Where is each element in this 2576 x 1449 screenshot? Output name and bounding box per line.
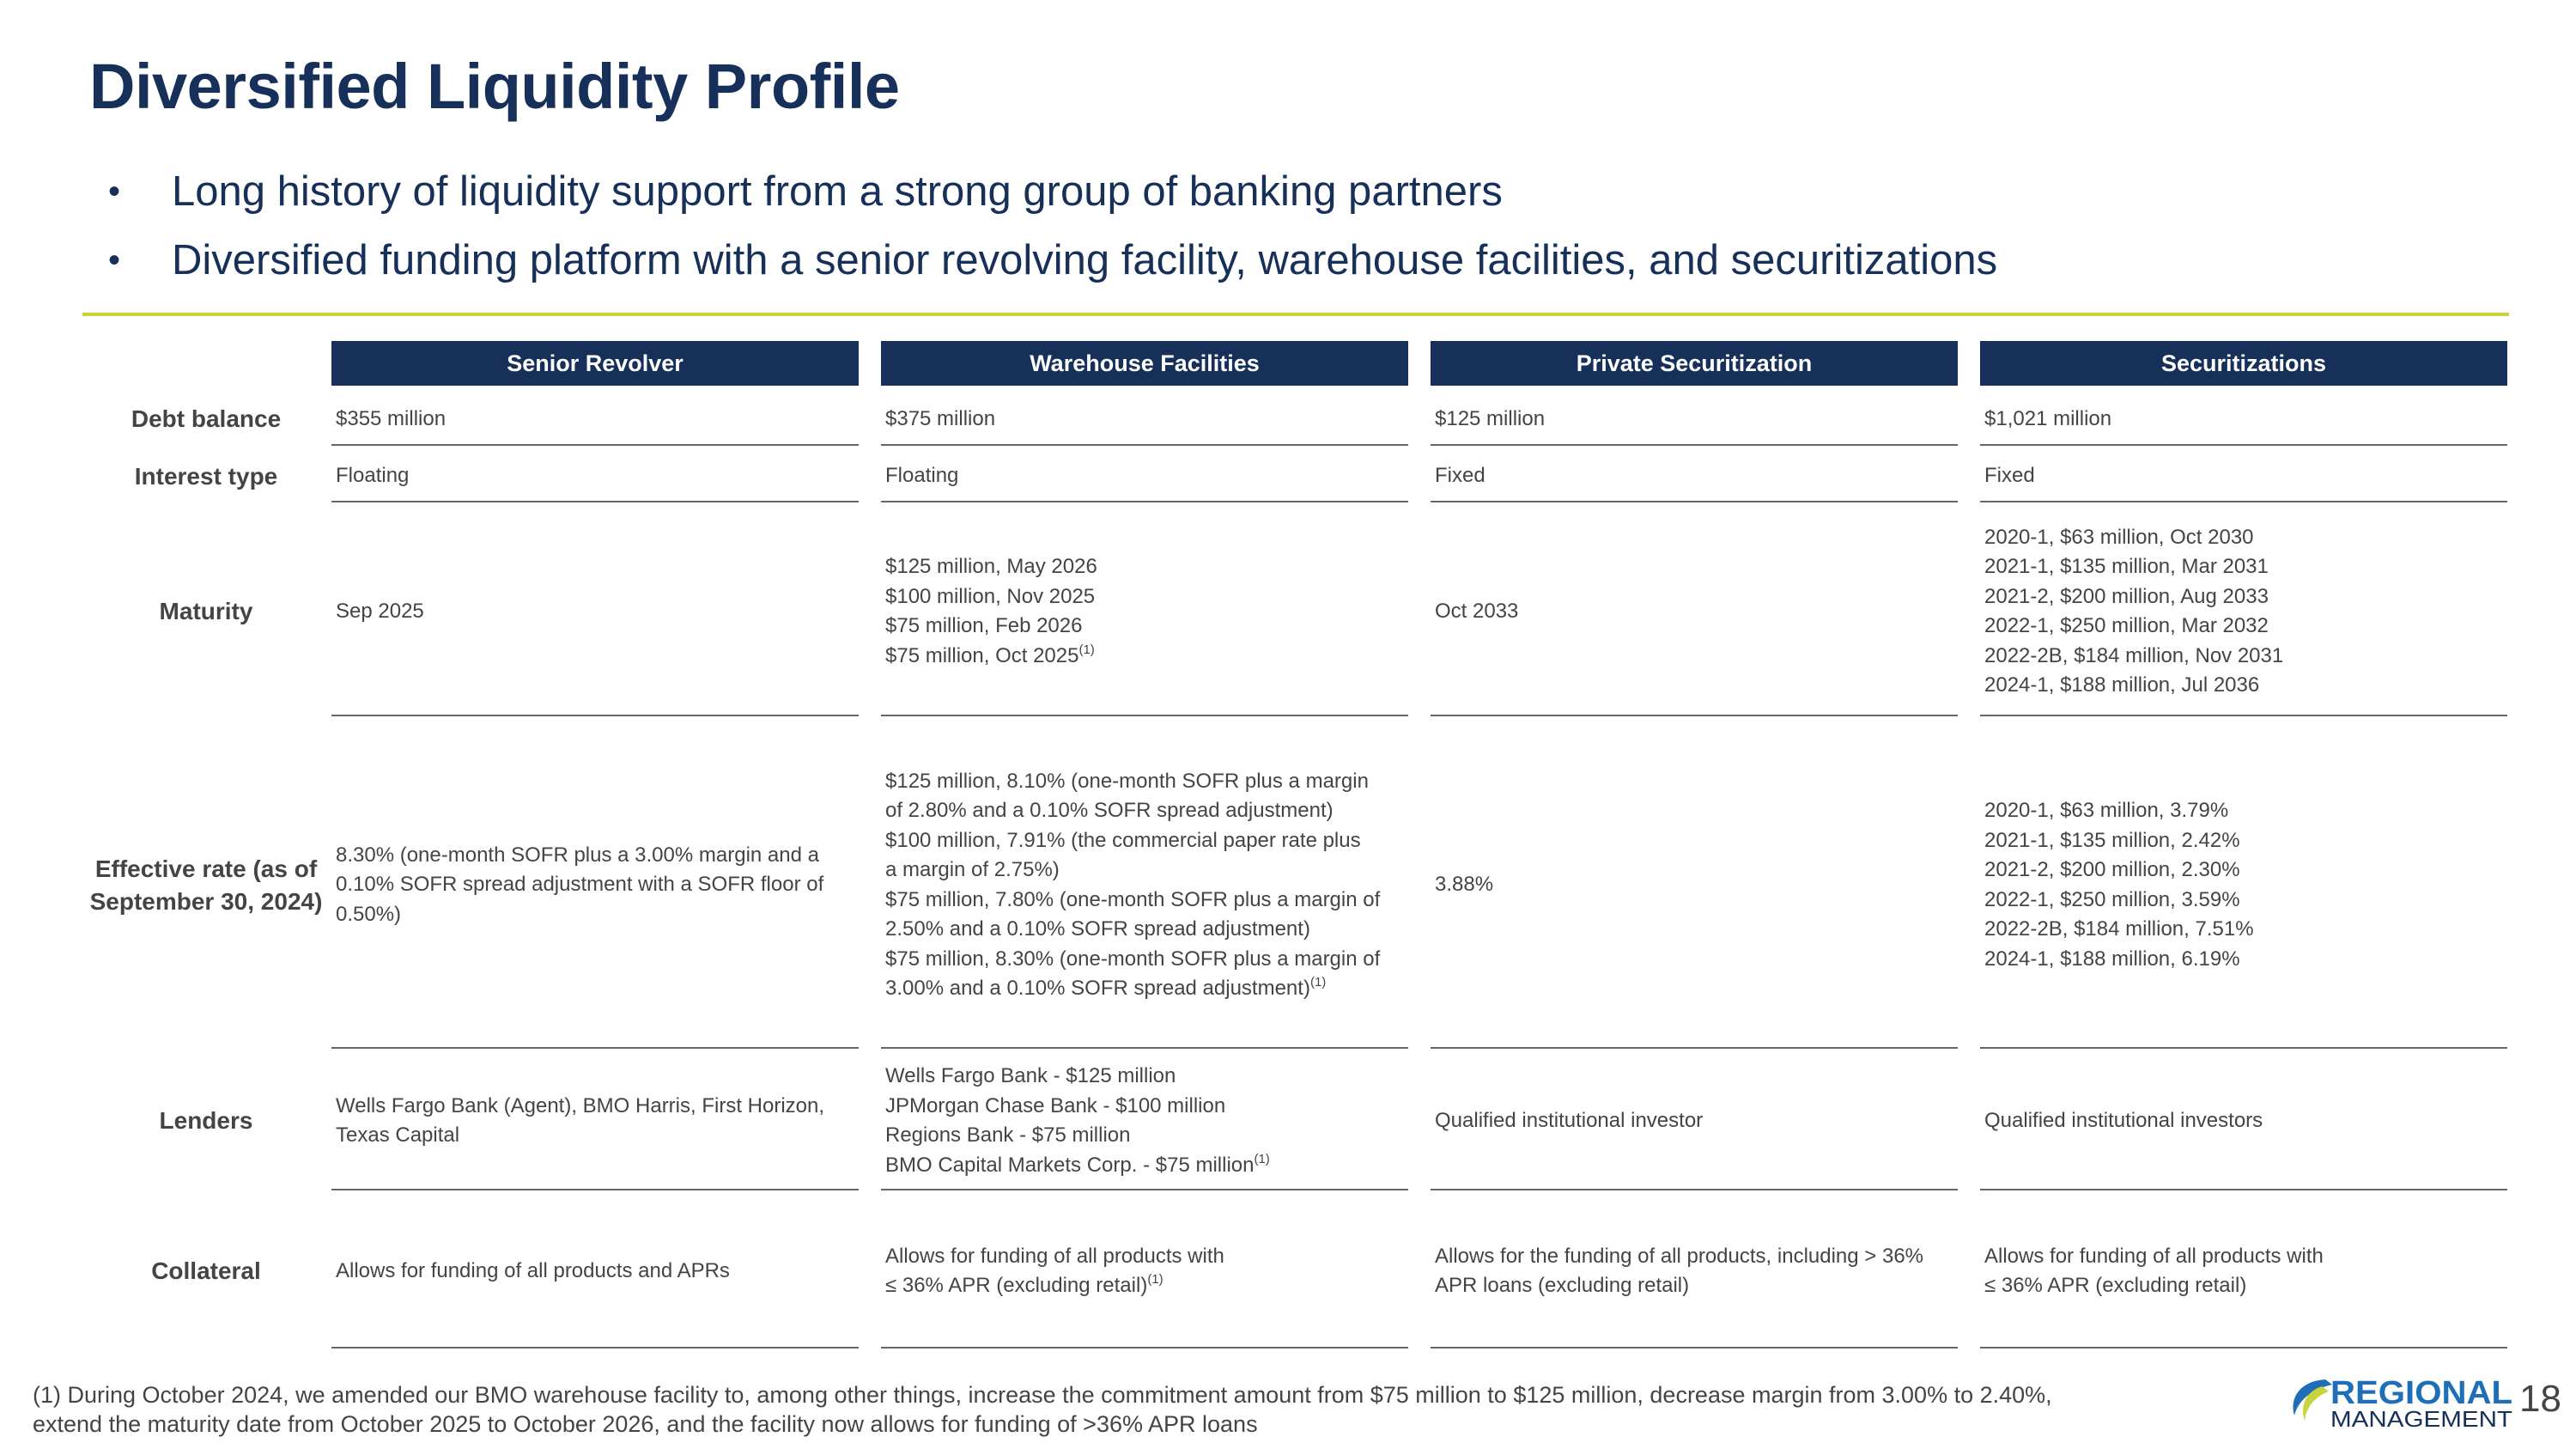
- cell-line: [1435, 597, 1958, 627]
- footnote: (1) During October 2024, we amended our BMO warehouse facility to, among other things, increase the commitment amount from $75 million to $125 million, decrease margin from 3.00% to 2.40%, extend the maturity date from October 2025 to October 2026, and the facility now allows for funding of >36% APR loans: [33, 1382, 2052, 1437]
- cell-text: Oct 2033: [1435, 599, 1519, 623]
- cell-text: 2021-2, $200 million, Aug 2033: [1984, 584, 2269, 608]
- row-label-line: Interest type: [134, 462, 278, 490]
- cell-line: [336, 597, 859, 627]
- cell-line: [336, 841, 859, 871]
- cell-text: Qualified institutional investors: [1984, 1108, 2263, 1132]
- cell-line: [1435, 1106, 1958, 1136]
- column-header: Senior Revolver: [331, 341, 859, 386]
- cell-text: 3.88%: [1435, 873, 1494, 897]
- row-label-line: Maturity: [159, 598, 253, 624]
- table-cell: [1980, 1053, 2507, 1189]
- page-number: 18: [2519, 1378, 2561, 1420]
- cell-text: of 2.80% and a 0.10% SOFR spread adjustment): [885, 799, 1334, 822]
- cell-line: [1435, 405, 1958, 435]
- cell-text: a margin of 2.75%): [885, 858, 1060, 881]
- table-cell: [1980, 508, 2507, 715]
- cell-line: [885, 915, 1408, 945]
- cell-line: [885, 826, 1408, 856]
- table-cell: [1980, 723, 2507, 1047]
- table-cell: [331, 1196, 859, 1347]
- cell-line: [1984, 855, 2507, 886]
- row-divider: [1980, 501, 2507, 502]
- cell-text: Texas Capital: [336, 1123, 460, 1147]
- cell-line: [1984, 642, 2507, 672]
- row-label-line: Lenders: [159, 1107, 253, 1134]
- column-header: Private Securitization: [1431, 341, 1958, 386]
- table-cell: [1431, 1053, 1958, 1189]
- cell-line: [1984, 1106, 2507, 1136]
- cell-line: [885, 796, 1408, 826]
- cell-text: $75 million, Oct 2025: [885, 643, 1079, 667]
- row-divider: [331, 1347, 859, 1349]
- cell-line: [885, 642, 1408, 672]
- cell-text: Allows for funding of all products with: [885, 1244, 1224, 1268]
- cell-line: [1984, 796, 2507, 826]
- accent-divider: [82, 313, 2509, 316]
- cell-text: 3.00% and a 0.10% SOFR spread adjustment): [885, 977, 1310, 1000]
- cell-text: 0.50%): [336, 902, 402, 926]
- cell-line: [1984, 915, 2507, 945]
- row-label-line: September 30, 2024): [89, 887, 323, 915]
- row-divider: [1431, 501, 1958, 502]
- row-label-lenders: [79, 1053, 333, 1189]
- row-divider: [331, 715, 859, 716]
- cell-line: [1984, 523, 2507, 553]
- cell-text: ≤ 36% APR (excluding retail): [885, 1274, 1148, 1297]
- cell-line: [1984, 886, 2507, 916]
- cell-line: [885, 405, 1408, 435]
- cell-text: $125 million, May 2026: [885, 555, 1097, 578]
- cell-text: 2022-1, $250 million, 3.59%: [1984, 887, 2240, 911]
- cell-line: [885, 767, 1408, 797]
- row-divider: [1980, 1047, 2507, 1049]
- table-cell: [881, 1053, 1408, 1189]
- cell-line: [1984, 612, 2507, 642]
- cell-line: [336, 1121, 859, 1151]
- table-cell: [1431, 1196, 1958, 1347]
- cell-text: 2020-1, $63 million, Oct 2030: [1984, 525, 2254, 549]
- row-divider: [1431, 1189, 1958, 1190]
- cell-line: [1984, 1242, 2507, 1272]
- cell-line: [336, 1092, 859, 1122]
- cell-text: Allows for funding of all products and APRs: [336, 1258, 730, 1282]
- cell-text: 2021-2, $200 million, 2.30%: [1984, 858, 2240, 881]
- cell-text: Floating: [885, 464, 959, 488]
- row-divider: [881, 715, 1408, 716]
- row-divider: [331, 1189, 859, 1190]
- table-cell: [331, 394, 859, 444]
- table-cell: [1431, 452, 1958, 501]
- footnote-marker: (1): [1078, 642, 1095, 657]
- row-label-effective-rate: [79, 723, 333, 1047]
- bullet-list: [108, 157, 1997, 295]
- row-divider: [1980, 444, 2507, 446]
- cell-line: [885, 974, 1408, 1004]
- company-logo: [2287, 1376, 2521, 1429]
- bullet-item: [108, 226, 1997, 295]
- cell-text: 2021-1, $135 million, Mar 2031: [1984, 555, 2269, 578]
- cell-line: [1984, 582, 2507, 612]
- row-divider: [881, 1347, 1408, 1349]
- cell-line: [1435, 1242, 1958, 1272]
- row-label-collateral: [79, 1196, 333, 1347]
- cell-line: [1984, 461, 2507, 491]
- table-cell: [1431, 508, 1958, 715]
- row-divider: [331, 444, 859, 446]
- cell-text: Qualified institutional investor: [1435, 1108, 1704, 1132]
- table-cell: [1980, 1196, 2507, 1347]
- row-label-text: [160, 595, 253, 628]
- cell-text: 2021-1, $135 million, 2.42%: [1984, 828, 2240, 852]
- cell-text: 2020-1, $63 million, 3.79%: [1984, 799, 2229, 822]
- cell-text: 2024-1, $188 million, 6.19%: [1984, 947, 2240, 971]
- footnote-marker: (1): [1147, 1272, 1163, 1287]
- cell-text: Fixed: [1435, 464, 1485, 488]
- bullet-dot-icon: •: [108, 240, 121, 279]
- cell-line: [1984, 945, 2507, 975]
- cell-line: [885, 945, 1408, 975]
- table-cell: [881, 394, 1408, 444]
- row-divider: [1980, 1347, 2507, 1349]
- cell-text: $355 million: [336, 406, 447, 430]
- row-divider: [1431, 1047, 1958, 1049]
- column-header: Securitizations: [1980, 341, 2507, 386]
- cell-text: JPMorgan Chase Bank - $100 million: [885, 1093, 1226, 1117]
- cell-line: [885, 1062, 1408, 1092]
- cell-text: $1,021 million: [1984, 406, 2112, 430]
- cell-line: [336, 461, 859, 491]
- row-divider: [881, 1189, 1408, 1190]
- cell-line: [885, 1092, 1408, 1122]
- cell-text: $100 million, 7.91% (the commercial paper rate plus: [885, 828, 1361, 852]
- row-divider: [1431, 444, 1958, 446]
- cell-line: [1984, 405, 2507, 435]
- cell-text: 2024-1, $188 million, Jul 2036: [1984, 673, 2260, 697]
- table-cell: [331, 452, 859, 501]
- cell-line: [885, 1151, 1408, 1181]
- cell-text: Regions Bank - $75 million: [885, 1123, 1131, 1147]
- footnote-marker: (1): [1254, 1151, 1270, 1166]
- cell-text: 8.30% (one-month SOFR plus a 3.00% margin and a: [336, 843, 819, 867]
- cell-line: [1984, 671, 2507, 701]
- cell-text: ≤ 36% APR (excluding retail): [1984, 1274, 2247, 1297]
- bullet-dot-icon: •: [108, 172, 121, 210]
- row-label-text: [135, 460, 278, 493]
- table-cell: [881, 452, 1408, 501]
- table-cell: [881, 723, 1408, 1047]
- cell-line: [885, 1271, 1408, 1301]
- cell-text: 0.10% SOFR spread adjustment with a SOFR floor of: [336, 873, 824, 897]
- cell-line: [885, 461, 1408, 491]
- cell-line: [336, 1257, 859, 1287]
- table-cell: [331, 723, 859, 1047]
- cell-text: $125 million: [1435, 406, 1546, 430]
- logo-line-1: REGIONAL: [2330, 1376, 2512, 1411]
- cell-line: [885, 855, 1408, 886]
- cell-text: $75 million, 8.30% (one-month SOFR plus a margin of: [885, 947, 1381, 971]
- cell-line: [885, 612, 1408, 642]
- logo-line-2: MANAGEMENT: [2330, 1406, 2513, 1429]
- cell-text: $75 million, Feb 2026: [885, 614, 1083, 637]
- row-label-interest-type: [79, 452, 333, 501]
- cell-text: $375 million: [885, 406, 996, 430]
- cell-line: [885, 582, 1408, 612]
- bullet-text: Diversified funding platform with a senior revolving facility, warehouse facilities, and securitizations: [172, 237, 1998, 283]
- cell-text: $75 million, 7.80% (one-month SOFR plus a margin of: [885, 887, 1381, 911]
- row-divider: [881, 444, 1408, 446]
- cell-text: APR loans (excluding retail): [1435, 1274, 1690, 1297]
- cell-text: 2022-2B, $184 million, Nov 2031: [1984, 643, 2284, 667]
- cell-text: Floating: [336, 464, 410, 488]
- cell-line: [336, 870, 859, 900]
- cell-text: 2022-1, $250 million, Mar 2032: [1984, 614, 2269, 637]
- row-divider: [1980, 1189, 2507, 1190]
- table-cell: [1431, 723, 1958, 1047]
- table-cell: [1980, 394, 2507, 444]
- row-label-text: [90, 853, 323, 918]
- table-cell: [331, 508, 859, 715]
- row-divider: [881, 1047, 1408, 1049]
- cell-text: Wells Fargo Bank - $125 million: [885, 1064, 1176, 1087]
- row-label-line: Effective rate (as of: [94, 855, 318, 882]
- cell-text: 2022-2B, $184 million, 7.51%: [1984, 917, 2254, 941]
- cell-text: Fixed: [1984, 464, 2035, 488]
- cell-line: [885, 886, 1408, 916]
- cell-line: [336, 900, 859, 930]
- cell-line: [1984, 552, 2507, 582]
- cell-line: [885, 1121, 1408, 1151]
- row-divider: [1431, 1347, 1958, 1349]
- row-divider: [881, 501, 1408, 502]
- row-label-text: [160, 1105, 253, 1137]
- cell-line: [1984, 1271, 2507, 1301]
- bullet-text: Long history of liquidity support from a strong group of banking partners: [172, 168, 1503, 215]
- cell-text: BMO Capital Markets Corp. - $75 million: [885, 1153, 1255, 1177]
- cell-text: Allows for the funding of all products, including > 36%: [1435, 1244, 1924, 1268]
- cell-text: Sep 2025: [336, 599, 424, 623]
- table-cell: [881, 508, 1408, 715]
- row-divider: [1431, 715, 1958, 716]
- row-label-line: Collateral: [151, 1257, 261, 1284]
- cell-text: Allows for funding of all products with: [1984, 1244, 2324, 1268]
- cell-line: [885, 1242, 1408, 1272]
- cell-text: 2.50% and a 0.10% SOFR spread adjustment): [885, 917, 1310, 941]
- table-cell: [1980, 452, 2507, 501]
- cell-line: [336, 405, 859, 435]
- row-divider: [1980, 715, 2507, 716]
- cell-line: [1435, 870, 1958, 900]
- cell-line: [1435, 1271, 1958, 1301]
- cell-text: $100 million, Nov 2025: [885, 584, 1096, 608]
- cell-line: [1435, 461, 1958, 491]
- row-divider: [331, 501, 859, 502]
- cell-line: [885, 552, 1408, 582]
- row-label-text: [131, 403, 281, 435]
- column-header: Warehouse Facilities: [881, 341, 1408, 386]
- page-title: Diversified Liquidity Profile: [89, 51, 900, 122]
- row-divider: [331, 1047, 859, 1049]
- row-label-debt-balance: [79, 394, 333, 444]
- footnote-marker: (1): [1309, 975, 1327, 989]
- table-cell: [331, 1053, 859, 1189]
- table-cell: [1431, 394, 1958, 444]
- cell-line: [1984, 826, 2507, 856]
- row-label-line: Debt balance: [131, 405, 282, 432]
- row-label-text: [151, 1255, 261, 1288]
- cell-text: $125 million, 8.10% (one-month SOFR plus a margin: [885, 769, 1369, 793]
- table-cell: [881, 1196, 1408, 1347]
- cell-text: Wells Fargo Bank (Agent), BMO Harris, First Horizon,: [336, 1093, 825, 1117]
- row-label-maturity: [79, 508, 333, 715]
- bullet-item: [108, 157, 1997, 226]
